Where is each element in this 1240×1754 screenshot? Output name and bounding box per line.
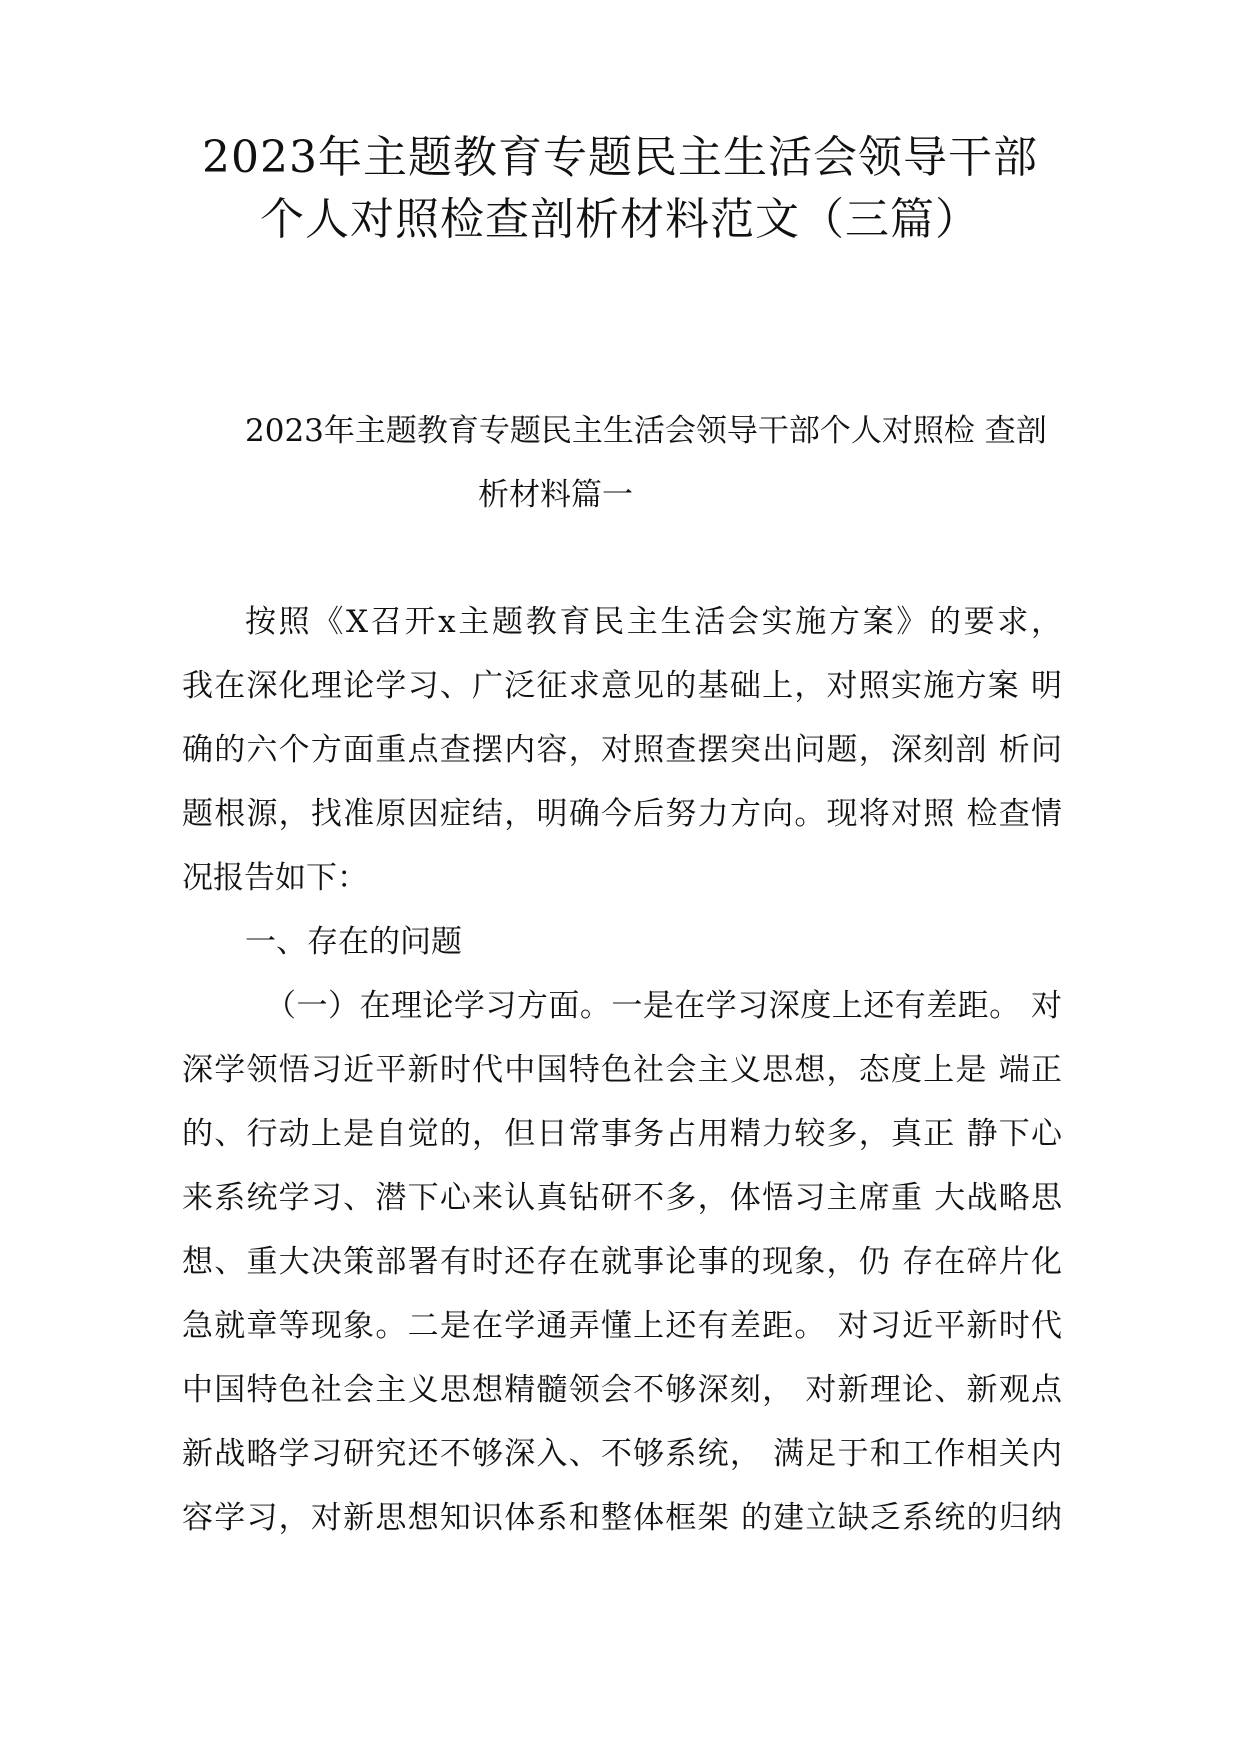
section-heading: 一、存在的问题: [245, 924, 462, 960]
intro-line-1: 按照《X召开x主题教育民主生活会实施方案》的要求，: [245, 604, 1062, 640]
para-line-1: （一）在理论学习方面。一是在学习深度上还有差距。 对: [265, 988, 1062, 1024]
document-title-line-1: 2023年主题教育专题民主生活会领导干部: [202, 132, 1038, 183]
section-title-line-1: 2023年主题教育专题民主生活会领导干部个人对照检 查剖: [245, 413, 1047, 449]
document-title-line-2: 个人对照检查剖析材料范文（三篇）: [260, 194, 980, 245]
para-line-8: 新战略学习研究还不够深入、不够系统， 满足于和工作相关内: [182, 1436, 1062, 1472]
intro-line-5: 况报告如下：: [182, 860, 368, 896]
para-line-7: 中国特色社会主义思想精髓领会不够深刻， 对新理论、新观点: [182, 1372, 1062, 1408]
para-line-9: 容学习，对新思想知识体系和整体框架 的建立缺乏系统的归纳: [182, 1500, 1062, 1536]
intro-line-4: 题根源，找准原因症结，明确今后努力方向。现将对照 检查情: [182, 796, 1062, 832]
para-line-2: 深学领悟习近平新时代中国特色社会主义思想，态度上是 端正: [182, 1052, 1062, 1088]
para-line-3: 的、行动上是自觉的，但日常事务占用精力较多，真正 静下心: [182, 1116, 1062, 1152]
intro-line-2: 我在深化理论学习、广泛征求意见的基础上，对照实施方案 明: [182, 668, 1062, 704]
para-line-6: 急就章等现象。二是在学通弄懂上还有差距。 对习近平新时代: [182, 1308, 1062, 1344]
para-line-5: 想、重大决策部署有时还存在就事论事的现象，仍 存在碎片化: [182, 1244, 1062, 1280]
intro-line-3: 确的六个方面重点查摆内容，对照查摆突出问题，深刻剖 析问: [182, 732, 1062, 768]
para-line-4: 来系统学习、潜下心来认真钻研不多，体悟习主席重 大战略思: [182, 1180, 1062, 1216]
section-title-line-2: 析材料篇一: [478, 477, 633, 513]
